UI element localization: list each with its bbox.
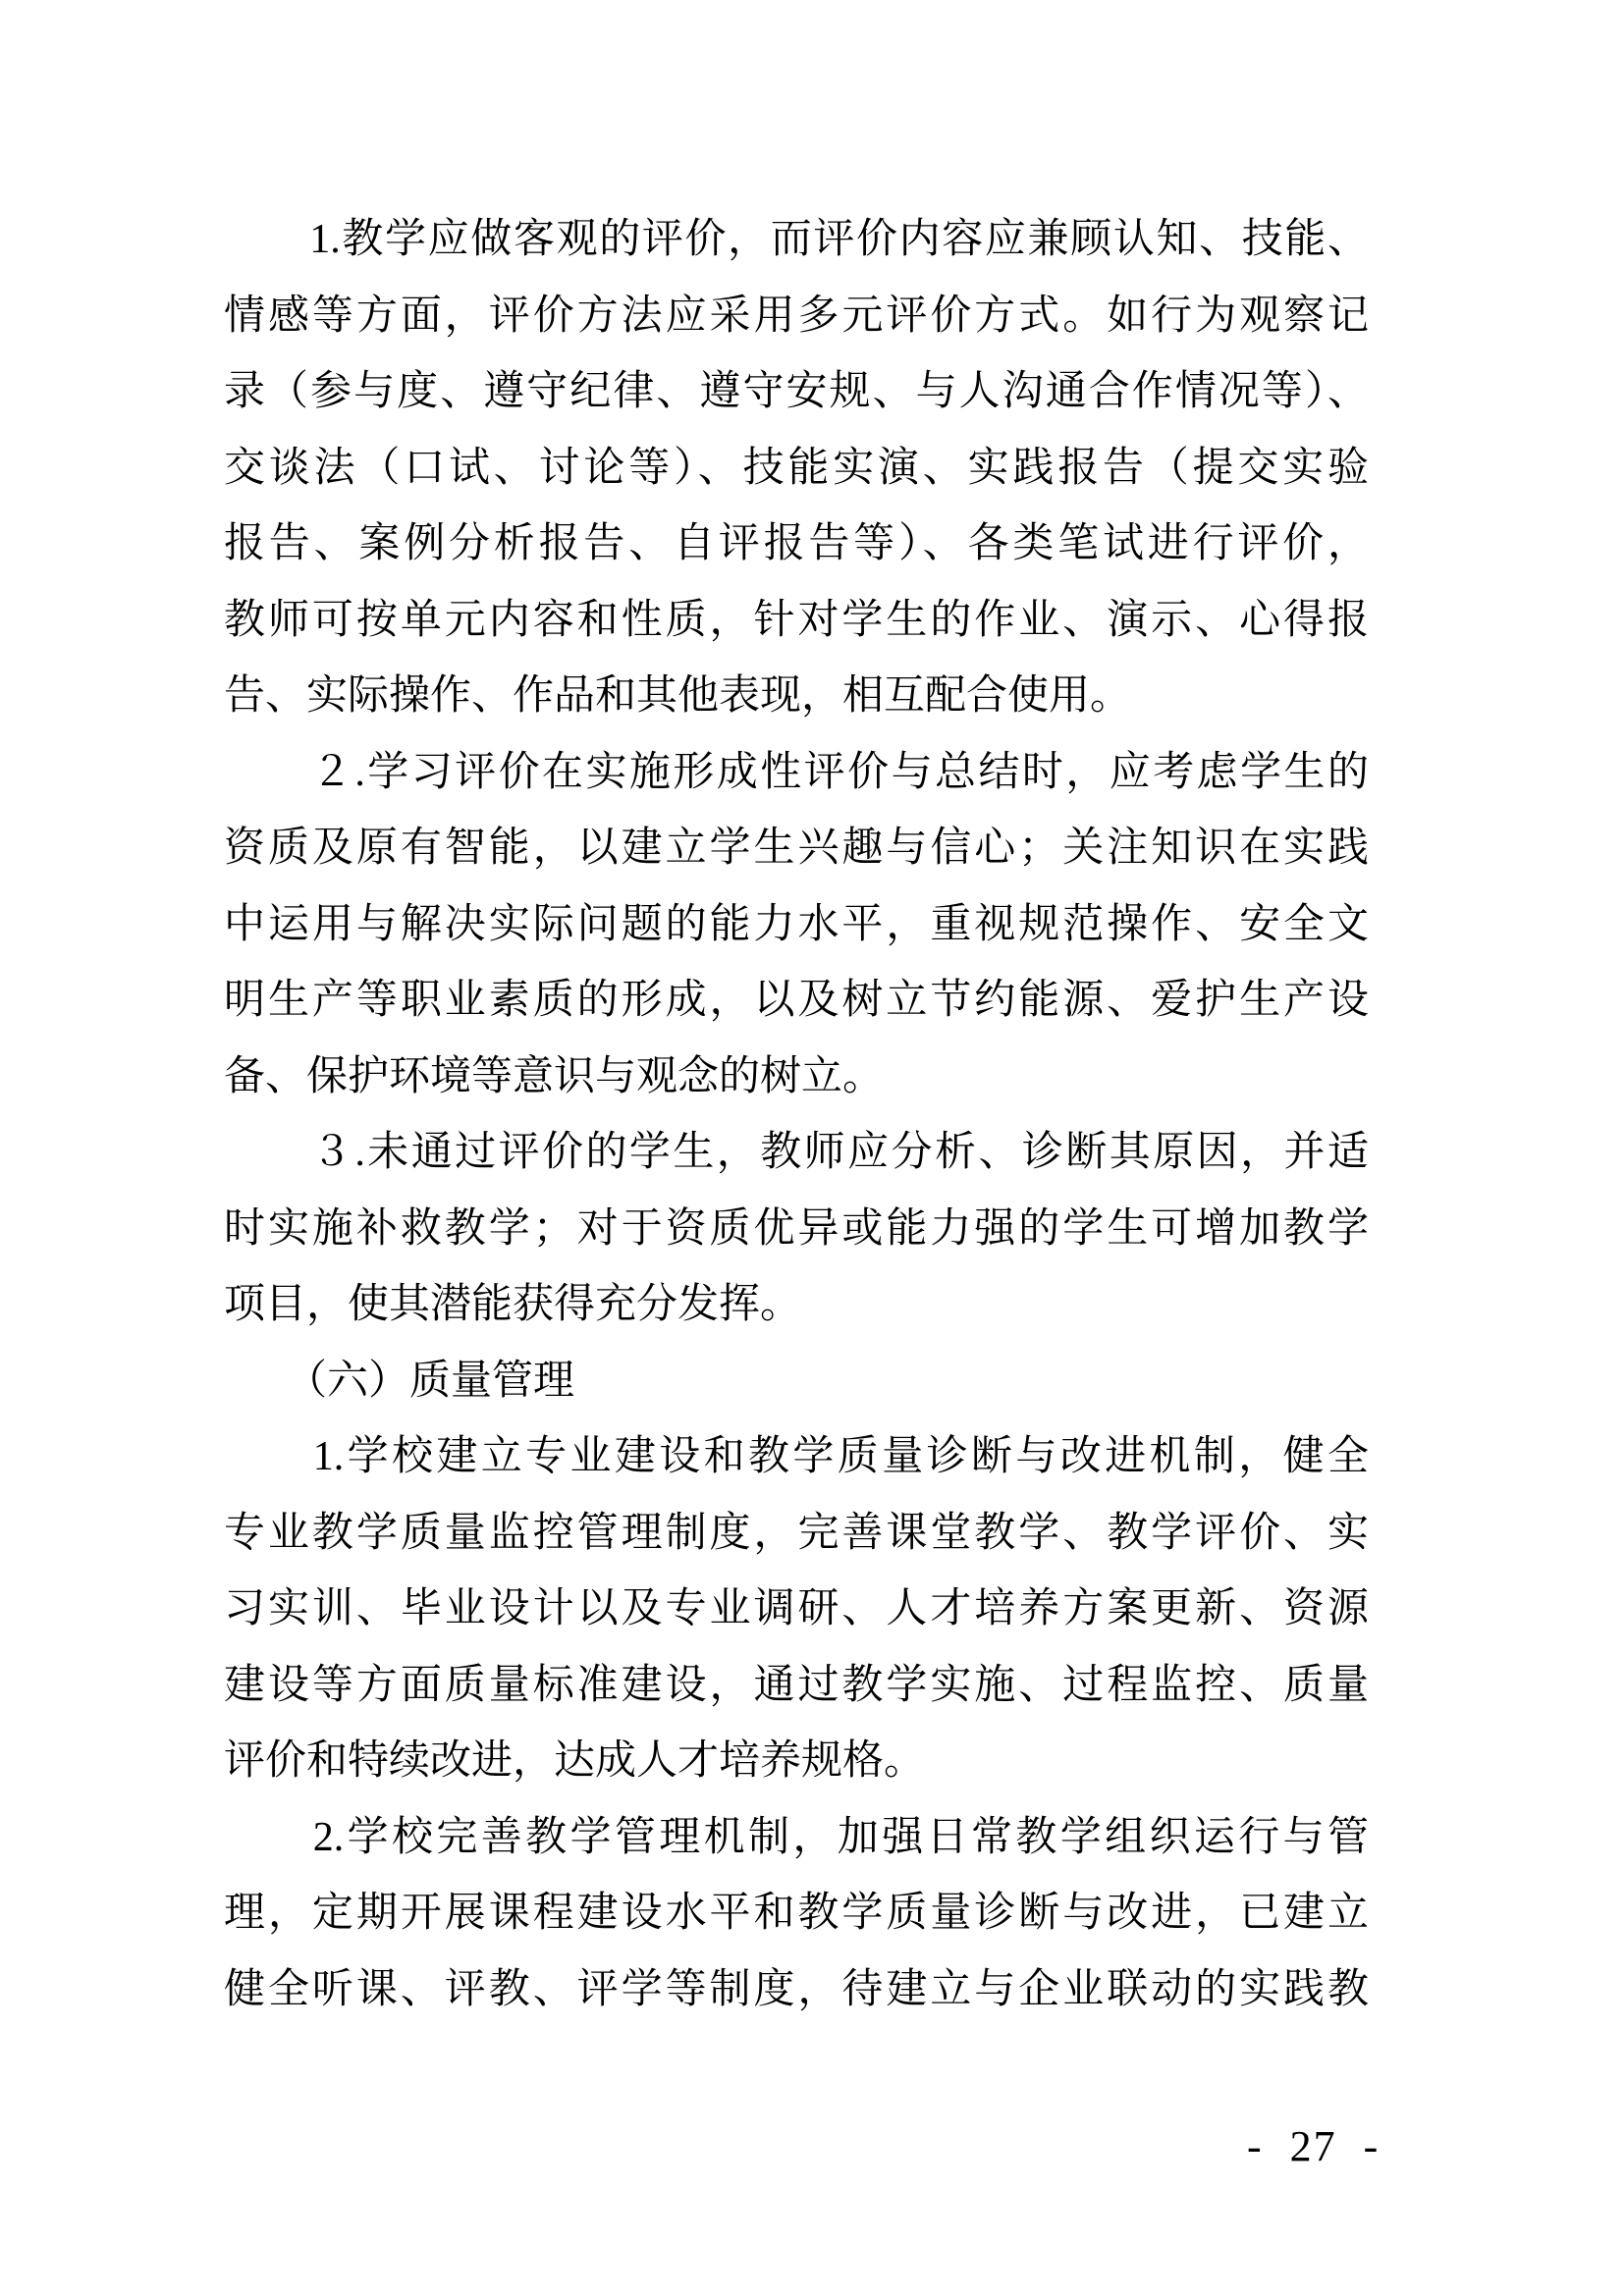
document-body (224, 202, 1369, 2028)
document-line: 1.学校建立专业建设和教学质量诊断与改进机制，健全 (224, 1434, 1369, 1479)
document-line: 报告、案例分析报告、自评报告等）、各类笔试进行评价， (224, 521, 1369, 566)
document-line: 资质及原有智能，以建立学生兴趣与信心；关注知识在实践 (224, 826, 1369, 871)
document-line: 情感等方面，评价方法应采用多元评价方式。如行为观察记 (224, 293, 1369, 339)
document-line: ２.学习评价在实施形成性评价与总结时，应考虑学生的 (224, 749, 1369, 795)
document-line: 告、实际操作、作品和其他表现，相互配合使用。 (224, 673, 1132, 719)
document-line: 健全听课、评教、评学等制度，待建立与企业联动的实践教 (224, 1966, 1369, 2012)
document-line: 项目，使其潜能获得充分发挥。 (224, 1282, 802, 1327)
document-line: 1.教学应做客观的评价，而评价内容应兼顾认知、技能、 (224, 217, 1369, 262)
section-heading: （六）质量管理 (224, 1358, 575, 1404)
document-line: 2.学校完善教学管理机制，加强日常教学组织运行与管 (224, 1814, 1369, 1860)
page-number: - 27 - (1247, 2122, 1380, 2170)
document-line: 备、保护环境等意识与观念的树立。 (224, 1053, 885, 1099)
document-line: 专业教学质量监控管理制度，完善课堂教学、教学评价、实 (224, 1510, 1369, 1556)
document-line: ３.未通过评价的学生，教师应分析、诊断其原因，并适 (224, 1130, 1369, 1175)
document-line: 录（参与度、遵守纪律、遵守安规、与人沟通合作情况等）、 (224, 369, 1369, 414)
document-line: 评价和特续改进，达成人才培养规格。 (224, 1738, 926, 1784)
document-line: 习实训、毕业设计以及专业调研、人才培养方案更新、资源 (224, 1586, 1369, 1631)
document-line: 教师可按单元内容和性质，针对学生的作业、演示、心得报 (224, 597, 1369, 643)
document-line: 时实施补救教学；对于资质优异或能力强的学生可增加教学 (224, 1205, 1369, 1252)
document-line: 理，定期开展课程建设水平和教学质量诊断与改进，已建立 (224, 1891, 1369, 1936)
document-line: 交谈法（口试、讨论等）、技能实演、实践报告（提交实验 (224, 445, 1369, 491)
document-line: 明生产等职业素质的形成，以及树立节约能源、爱护生产设 (224, 978, 1369, 1023)
document-line: 建设等方面质量标准建设，通过教学实施、过程监控、质量 (224, 1662, 1369, 1708)
document-line: 中运用与解决实际问题的能力水平，重视规范操作、安全文 (224, 901, 1369, 947)
